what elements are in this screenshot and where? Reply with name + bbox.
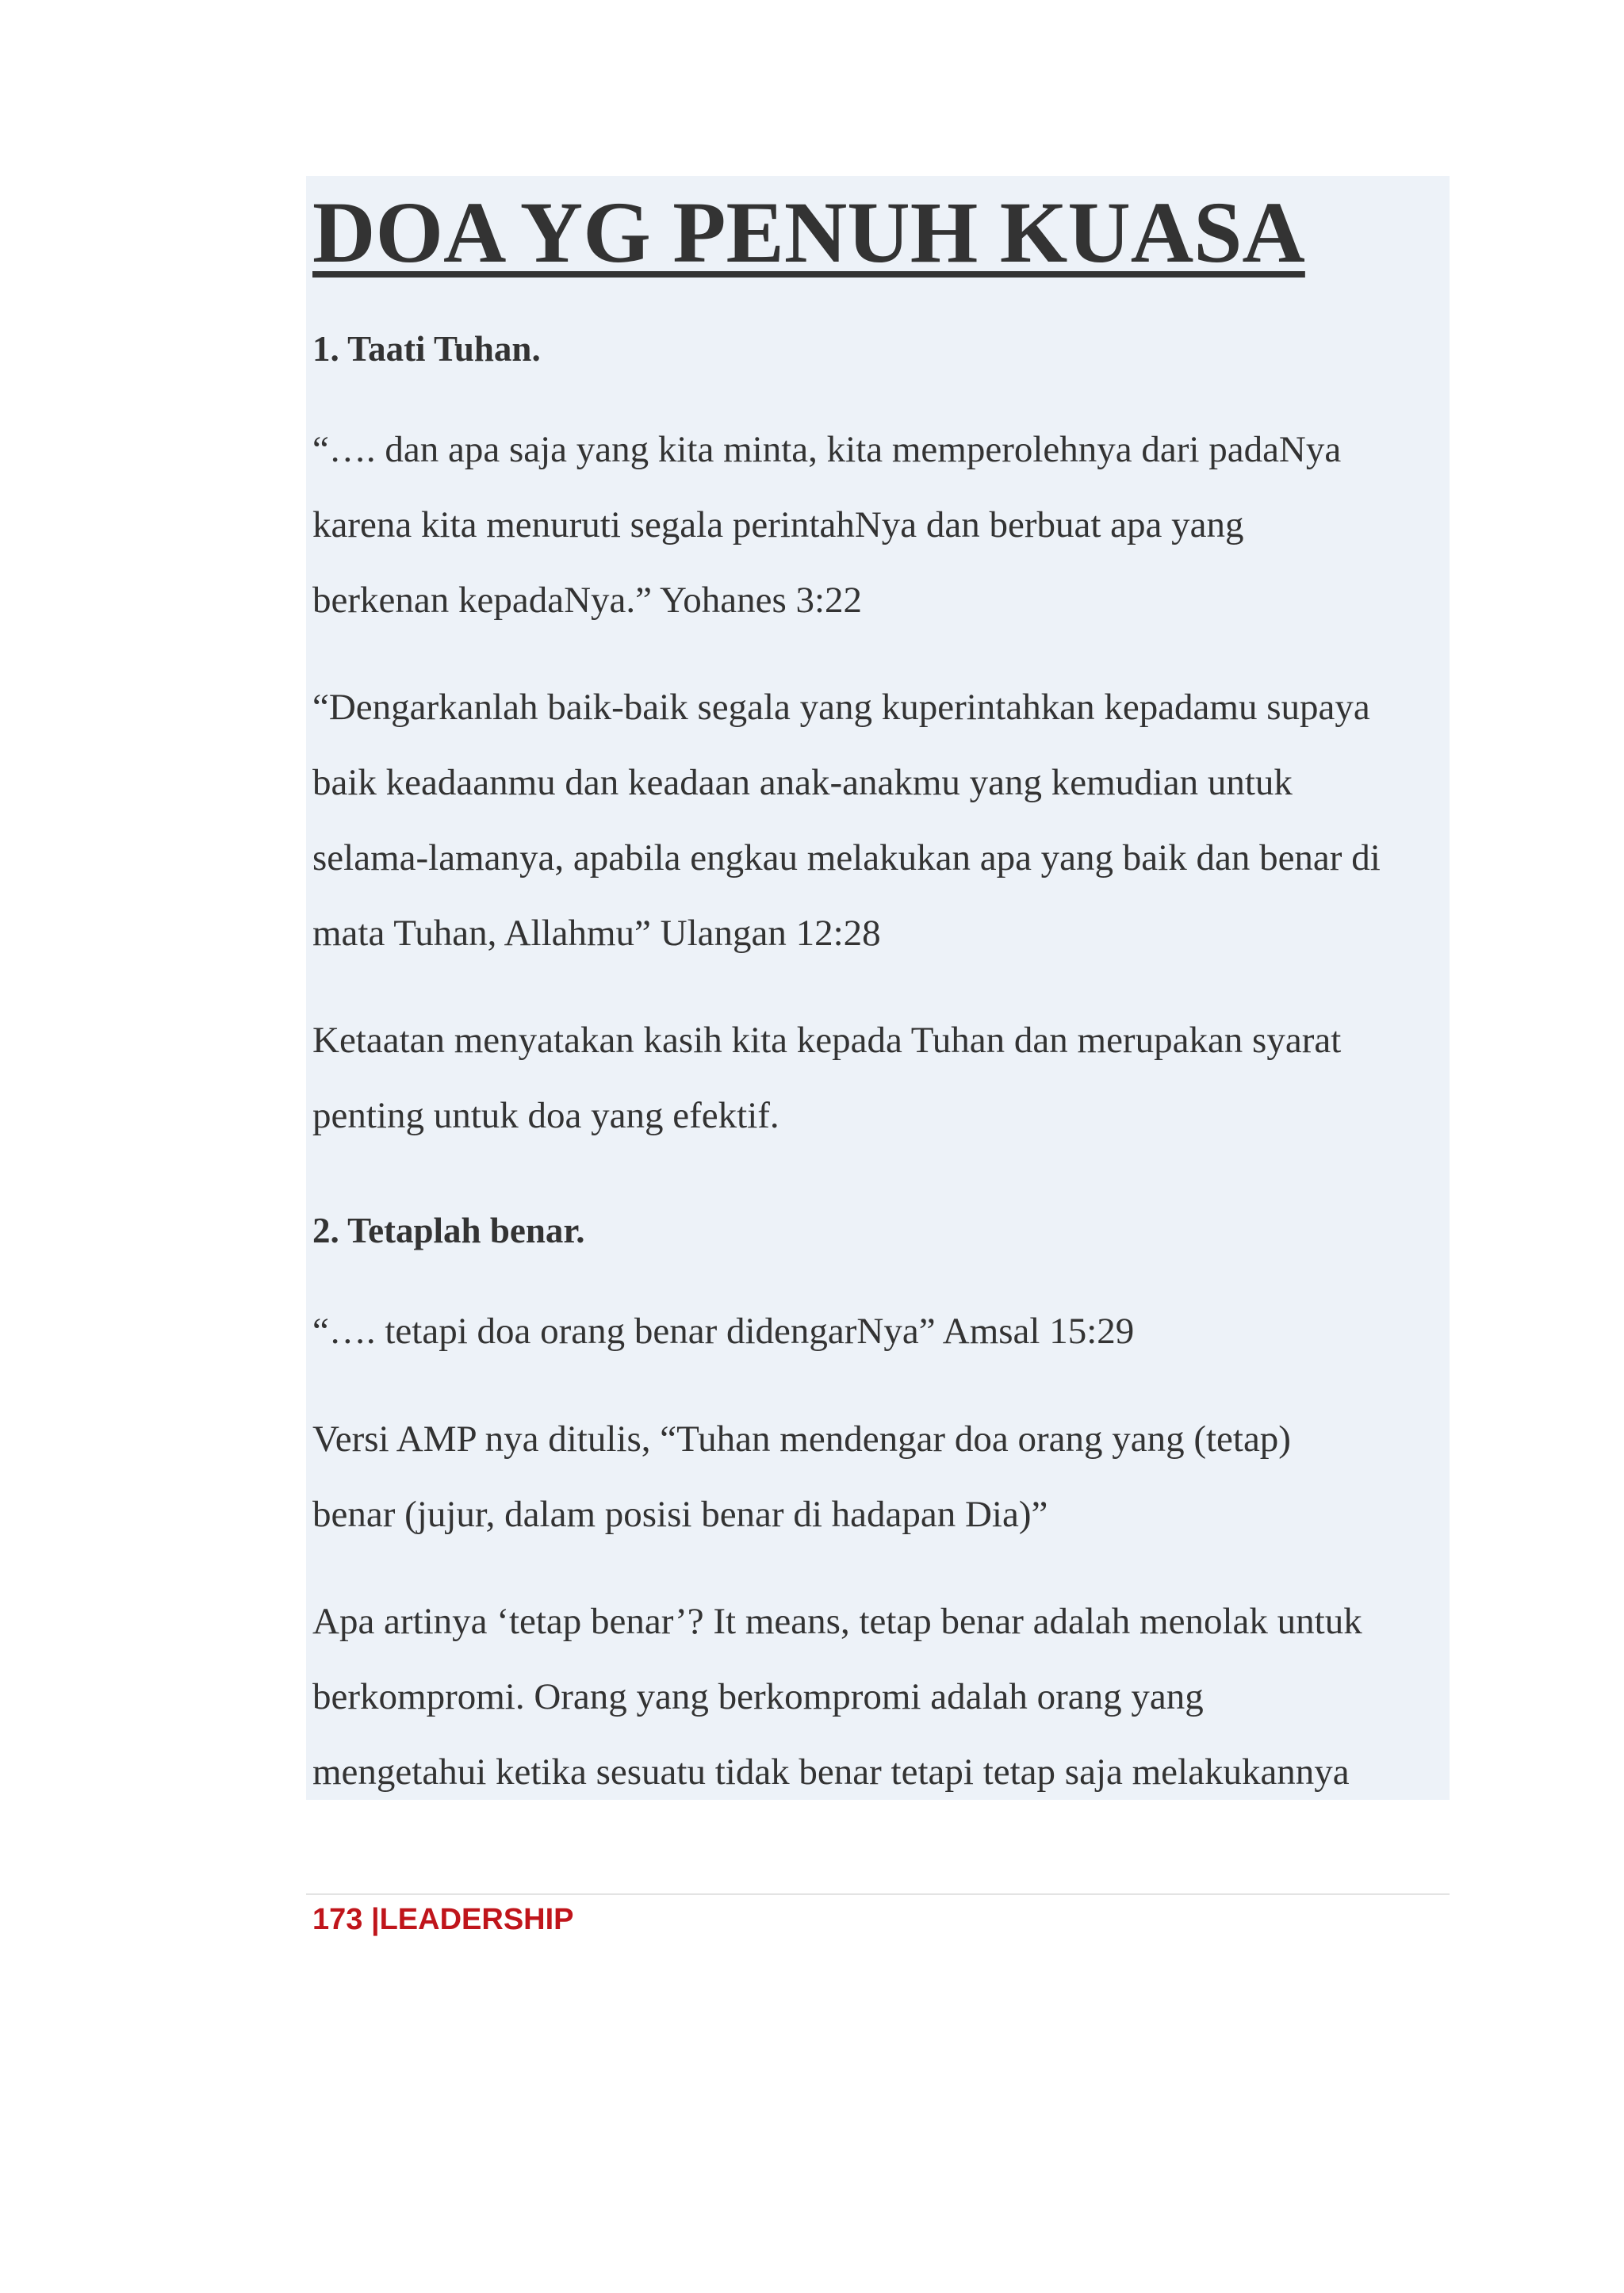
paragraph-tetap-benar — [312, 1584, 1362, 1810]
footer-divider — [306, 1893, 1450, 1895]
paragraph-line: “Dengarkanlah baik-baik segala yang kuperintahkan kepadamu supaya — [312, 687, 1370, 728]
page-title: DOA YG PENUH KUASA — [312, 184, 1305, 281]
section-heading-taati-tuhan: 1. Taati Tuhan. — [312, 329, 541, 369]
paragraph-line: penting untuk doa yang efektif. — [312, 1095, 779, 1136]
section-heading-tetaplah-benar: 2. Tetaplah benar. — [312, 1211, 585, 1250]
paragraph-line: benar (jujur, dalam posisi benar di hadapan Dia)” — [312, 1494, 1048, 1535]
page-footer: 173 |LEADERSHIP — [312, 1903, 574, 1936]
paragraph-line: berkenan kepadaNya.” Yohanes 3:22 — [312, 580, 863, 621]
paragraph-line: “…. dan apa saja yang kita minta, kita memperolehnya dari padaNya — [312, 429, 1342, 470]
paragraph-line: “…. tetapi doa orang benar didengarNya” Amsal 15:29 — [312, 1311, 1135, 1352]
paragraph-amsal — [312, 1294, 1134, 1369]
paragraph-line: Versi AMP nya ditulis, “Tuhan mendengar doa orang yang (tetap) — [312, 1418, 1291, 1460]
paragraph-line: berkompromi. Orang yang berkompromi adalah orang yang — [312, 1676, 1204, 1717]
paragraph-ketaatan — [312, 1003, 1341, 1154]
paragraph-line: mata Tuhan, Allahmu” Ulangan 12:28 — [312, 913, 881, 954]
paragraph-line: selama-lamanya, apabila engkau melakukan apa yang baik dan benar di — [312, 837, 1381, 879]
paragraph-line: Ketaatan menyatakan kasih kita kepada Tuhan dan merupakan syarat — [312, 1020, 1342, 1061]
paragraph-yohanes — [312, 412, 1341, 638]
paragraph-line: karena kita menuruti segala perintahNya dan berbuat apa yang — [312, 504, 1244, 545]
paragraph-ulangan — [312, 670, 1381, 971]
paragraph-line: mengetahui ketika sesuatu tidak benar tetapi tetap saja melakukannya — [312, 1751, 1350, 1793]
paragraph-versi-amp — [312, 1402, 1291, 1552]
paragraph-line: Apa artinya ‘tetap benar’? It means, tetap benar adalah menolak untuk — [312, 1601, 1362, 1642]
paragraph-line: baik keadaanmu dan keadaan anak-anakmu yang kemudian untuk — [312, 762, 1293, 803]
